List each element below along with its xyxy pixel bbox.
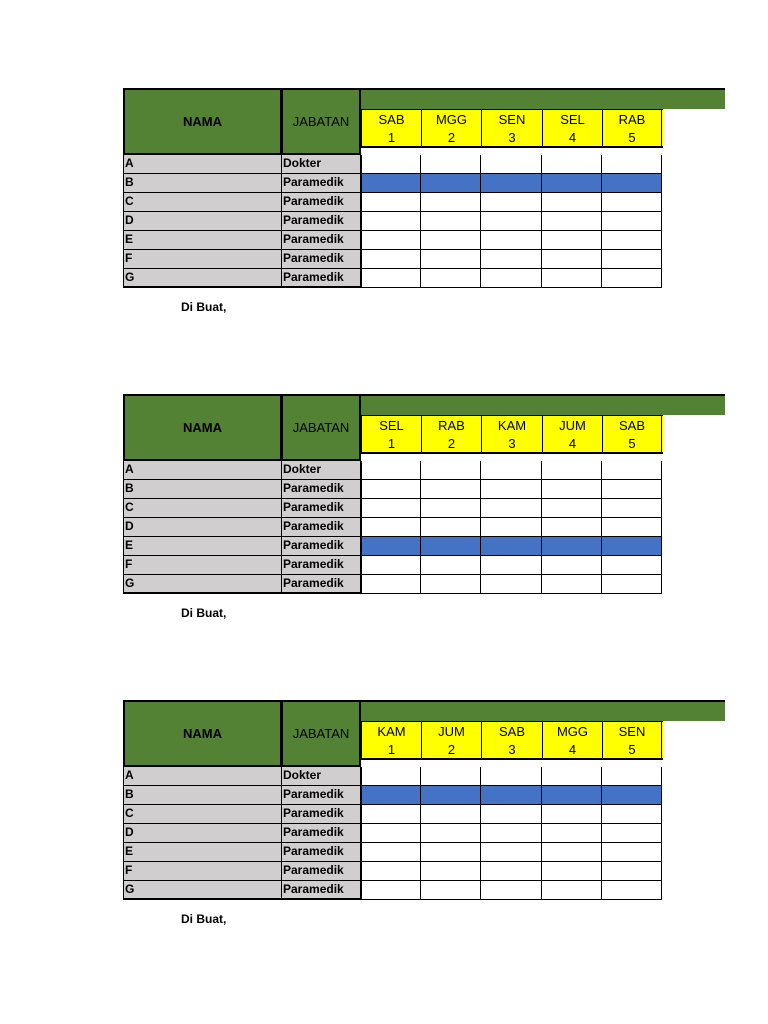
day-number: 5 (602, 741, 662, 758)
day-number: 1 (361, 129, 421, 146)
shift-cell[interactable] (602, 556, 662, 575)
day-number: 4 (542, 435, 602, 452)
shift-cell[interactable] (421, 843, 481, 862)
shift-cell[interactable] (421, 461, 481, 480)
staff-name: F (123, 556, 282, 575)
shift-cell[interactable] (421, 767, 481, 786)
shift-cell[interactable] (361, 193, 421, 212)
shift-cell[interactable] (361, 499, 421, 518)
shift-cell[interactable] (361, 575, 421, 594)
shift-cell[interactable] (361, 250, 421, 269)
staff-position: Paramedik (281, 843, 361, 862)
shift-cell[interactable] (542, 843, 602, 862)
shift-cell[interactable] (421, 499, 481, 518)
shift-cell[interactable] (602, 155, 662, 174)
staff-name: A (123, 461, 282, 480)
table-row (123, 212, 663, 231)
staff-name: E (123, 231, 282, 250)
shift-cell[interactable] (481, 231, 542, 250)
shift-cell-highlighted[interactable] (542, 174, 602, 193)
shift-cell[interactable] (542, 862, 602, 881)
table-row (123, 575, 663, 594)
shift-cell[interactable] (361, 269, 421, 288)
staff-position: Paramedik (281, 575, 361, 594)
day-number: 4 (542, 129, 602, 146)
table-row (123, 499, 663, 518)
day-number: 2 (421, 435, 481, 452)
shift-cell[interactable] (481, 461, 542, 480)
shift-cell[interactable] (361, 480, 421, 499)
shift-cell[interactable] (542, 231, 602, 250)
header-band (361, 88, 725, 109)
shift-cell[interactable] (602, 250, 662, 269)
staff-position: Paramedik (281, 231, 361, 250)
staff-name: C (123, 805, 282, 824)
signature-label: Di Buat, (181, 912, 227, 926)
staff-name: B (123, 174, 282, 193)
shift-cell[interactable] (421, 212, 481, 231)
table-row (123, 767, 663, 786)
staff-name: G (123, 575, 282, 594)
day-header: SAB (481, 722, 542, 741)
shift-cell[interactable] (542, 518, 602, 537)
day-number-row (361, 435, 663, 454)
table-row (123, 537, 663, 556)
day-number: 3 (481, 741, 542, 758)
staff-position: Paramedik (281, 193, 361, 212)
shift-cell[interactable] (542, 250, 602, 269)
day-number: 5 (602, 129, 662, 146)
table-row (123, 231, 663, 250)
shift-cell-highlighted[interactable] (361, 786, 421, 805)
shift-cell[interactable] (481, 824, 542, 843)
staff-name: A (123, 155, 282, 174)
shift-cell[interactable] (542, 193, 602, 212)
staff-name: A (123, 767, 282, 786)
shift-cell[interactable] (542, 881, 602, 900)
day-header: MGG (542, 722, 602, 741)
table-row (123, 862, 663, 881)
day-number-row (361, 129, 663, 148)
shift-cell[interactable] (542, 499, 602, 518)
staff-position: Paramedik (281, 537, 361, 556)
staff-position: Paramedik (281, 212, 361, 231)
shift-cell[interactable] (602, 193, 662, 212)
day-header: SAB (602, 416, 662, 435)
table-row (123, 786, 663, 805)
shift-cell[interactable] (481, 575, 542, 594)
shift-cell-highlighted[interactable] (481, 174, 542, 193)
staff-name: C (123, 499, 282, 518)
table-row (123, 824, 663, 843)
table-row (123, 881, 663, 900)
day-header: SEL (542, 110, 602, 129)
shift-cell[interactable] (421, 575, 481, 594)
day-number: 2 (421, 741, 481, 758)
staff-position: Paramedik (281, 881, 361, 900)
shift-cell[interactable] (602, 499, 662, 518)
staff-position: Paramedik (281, 824, 361, 843)
shift-cell[interactable] (421, 231, 481, 250)
shift-cell[interactable] (602, 575, 662, 594)
shift-cell-highlighted[interactable] (421, 174, 481, 193)
shift-cell-highlighted[interactable] (481, 786, 542, 805)
staff-position: Paramedik (281, 556, 361, 575)
table-row (123, 155, 663, 174)
shift-cell[interactable] (602, 231, 662, 250)
staff-name: E (123, 843, 282, 862)
shift-cell[interactable] (542, 480, 602, 499)
shift-cell[interactable] (542, 824, 602, 843)
header-band (361, 394, 725, 415)
shift-cell[interactable] (361, 881, 421, 900)
table-row (123, 193, 663, 212)
shift-cell[interactable] (542, 805, 602, 824)
shift-cell[interactable] (361, 805, 421, 824)
shift-cell[interactable] (542, 461, 602, 480)
staff-name: D (123, 212, 282, 231)
shift-cell[interactable] (481, 843, 542, 862)
staff-name: F (123, 862, 282, 881)
staff-name: G (123, 269, 282, 288)
shift-cell[interactable] (602, 805, 662, 824)
shift-cell[interactable] (481, 269, 542, 288)
day-header: RAB (602, 110, 662, 129)
jabatan-header: JABATAN (281, 88, 361, 155)
signature-label: Di Buat, (181, 606, 227, 620)
shift-cell[interactable] (542, 155, 602, 174)
jabatan-header: JABATAN (281, 700, 361, 767)
staff-name: B (123, 786, 282, 805)
shift-cell-highlighted[interactable] (481, 537, 542, 556)
shift-cell-highlighted[interactable] (421, 786, 481, 805)
schedule-table (123, 88, 725, 288)
shift-cell[interactable] (421, 155, 481, 174)
shift-cell[interactable] (481, 480, 542, 499)
staff-name: B (123, 480, 282, 499)
day-header: JUM (542, 416, 602, 435)
staff-position: Paramedik (281, 862, 361, 881)
shift-cell[interactable] (602, 212, 662, 231)
header-band (361, 700, 725, 721)
day-header: SEN (481, 110, 542, 129)
shift-cell[interactable] (361, 767, 421, 786)
shift-cell[interactable] (602, 461, 662, 480)
shift-cell[interactable] (602, 843, 662, 862)
shift-cell-highlighted[interactable] (602, 786, 662, 805)
shift-cell[interactable] (421, 518, 481, 537)
shift-cell-highlighted[interactable] (421, 537, 481, 556)
shift-cell[interactable] (602, 862, 662, 881)
day-header: KAM (481, 416, 542, 435)
table-row (123, 805, 663, 824)
day-header-row (361, 721, 663, 741)
day-header: JUM (421, 722, 481, 741)
day-header-row (361, 109, 663, 129)
shift-cell[interactable] (481, 250, 542, 269)
staff-position: Dokter (281, 461, 361, 480)
shift-cell-highlighted[interactable] (542, 786, 602, 805)
schedule-table (123, 700, 725, 900)
shift-cell[interactable] (602, 518, 662, 537)
shift-cell[interactable] (421, 881, 481, 900)
day-number: 1 (361, 435, 421, 452)
staff-position: Paramedik (281, 499, 361, 518)
shift-cell-highlighted[interactable] (602, 174, 662, 193)
shift-cell[interactable] (421, 269, 481, 288)
day-header: SEN (602, 722, 662, 741)
day-header: SAB (361, 110, 421, 129)
shift-cell[interactable] (481, 881, 542, 900)
shift-cell[interactable] (361, 556, 421, 575)
shift-cell[interactable] (542, 269, 602, 288)
shift-cell-highlighted[interactable] (361, 174, 421, 193)
shift-cell[interactable] (481, 862, 542, 881)
nama-header: NAMA (123, 88, 282, 155)
staff-position: Paramedik (281, 174, 361, 193)
day-number: 4 (542, 741, 602, 758)
shift-cell[interactable] (602, 767, 662, 786)
day-header: MGG (421, 110, 481, 129)
table-row (123, 174, 663, 193)
signature-label: Di Buat, (181, 300, 227, 314)
shift-cell[interactable] (542, 767, 602, 786)
staff-position: Paramedik (281, 805, 361, 824)
table-row (123, 843, 663, 862)
staff-position: Dokter (281, 155, 361, 174)
staff-name: G (123, 881, 282, 900)
shift-cell[interactable] (361, 824, 421, 843)
shift-cell[interactable] (542, 575, 602, 594)
shift-cell[interactable] (421, 480, 481, 499)
day-number-row (361, 741, 663, 760)
table-row (123, 461, 663, 480)
day-number: 5 (602, 435, 662, 452)
day-header: SEL (361, 416, 421, 435)
shift-cell[interactable] (421, 805, 481, 824)
shift-cell[interactable] (542, 212, 602, 231)
staff-position: Dokter (281, 767, 361, 786)
staff-position: Paramedik (281, 786, 361, 805)
shift-cell[interactable] (361, 212, 421, 231)
table-row (123, 556, 663, 575)
shift-cell[interactable] (421, 250, 481, 269)
staff-name: D (123, 824, 282, 843)
day-header: KAM (361, 722, 421, 741)
shift-cell[interactable] (602, 480, 662, 499)
shift-cell[interactable] (361, 461, 421, 480)
staff-position: Paramedik (281, 250, 361, 269)
shift-cell[interactable] (421, 862, 481, 881)
table-row (123, 480, 663, 499)
shift-cell[interactable] (602, 269, 662, 288)
shift-cell[interactable] (421, 556, 481, 575)
shift-cell-highlighted[interactable] (361, 537, 421, 556)
shift-cell-highlighted[interactable] (542, 537, 602, 556)
table-row (123, 269, 663, 288)
shift-cell[interactable] (481, 767, 542, 786)
shift-cell[interactable] (481, 805, 542, 824)
shift-cell[interactable] (542, 556, 602, 575)
shift-cell[interactable] (481, 193, 542, 212)
shift-cell[interactable] (361, 843, 421, 862)
shift-cell[interactable] (481, 155, 542, 174)
nama-header: NAMA (123, 700, 282, 767)
schedule-table (123, 394, 725, 594)
shift-cell[interactable] (481, 499, 542, 518)
shift-cell[interactable] (602, 824, 662, 843)
table-row (123, 250, 663, 269)
shift-cell[interactable] (602, 881, 662, 900)
day-number: 2 (421, 129, 481, 146)
day-number: 3 (481, 129, 542, 146)
staff-name: C (123, 193, 282, 212)
shift-cell[interactable] (421, 193, 481, 212)
staff-name: E (123, 537, 282, 556)
staff-position: Paramedik (281, 269, 361, 288)
shift-cell[interactable] (421, 824, 481, 843)
nama-header: NAMA (123, 394, 282, 461)
day-header: RAB (421, 416, 481, 435)
shift-cell[interactable] (481, 212, 542, 231)
staff-name: D (123, 518, 282, 537)
day-number: 1 (361, 741, 421, 758)
staff-position: Paramedik (281, 518, 361, 537)
day-header-row (361, 415, 663, 435)
staff-name: F (123, 250, 282, 269)
shift-cell[interactable] (361, 862, 421, 881)
shift-cell-highlighted[interactable] (602, 537, 662, 556)
shift-cell[interactable] (361, 518, 421, 537)
table-row (123, 518, 663, 537)
shift-cell[interactable] (481, 518, 542, 537)
shift-cell[interactable] (361, 231, 421, 250)
shift-cell[interactable] (361, 155, 421, 174)
staff-position: Paramedik (281, 480, 361, 499)
jabatan-header: JABATAN (281, 394, 361, 461)
day-number: 3 (481, 435, 542, 452)
shift-cell[interactable] (481, 556, 542, 575)
